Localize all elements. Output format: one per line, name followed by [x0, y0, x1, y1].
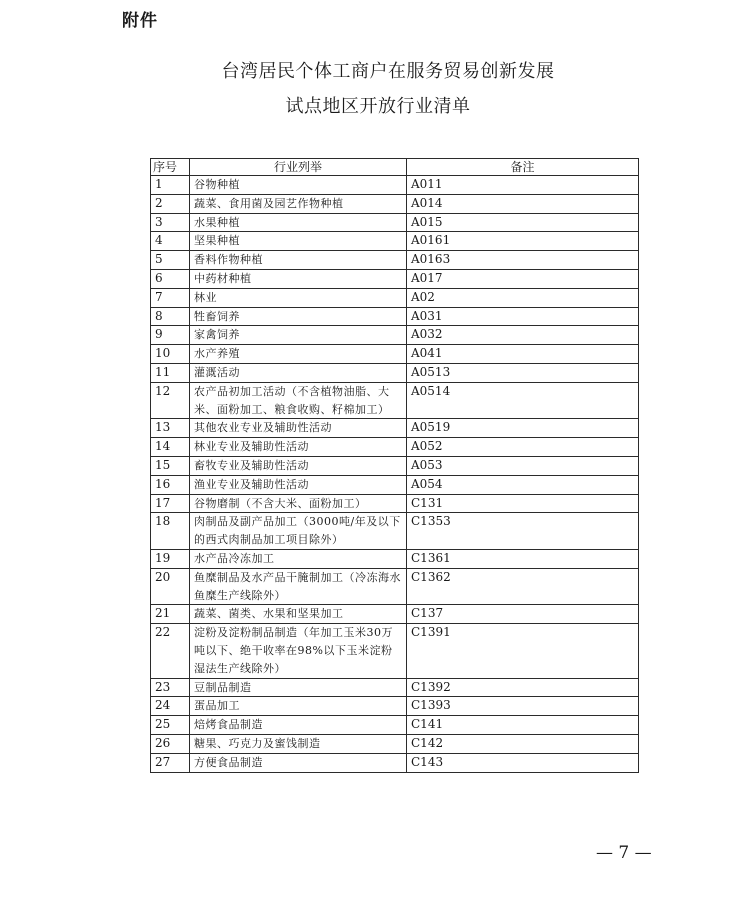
page-number: — 7 — [596, 843, 652, 863]
row-note: A0161 [407, 232, 639, 251]
row-industry: 中药材种植 [190, 269, 407, 288]
attachment-label: 附件 [122, 11, 158, 31]
row-industry: 灌溉活动 [190, 363, 407, 382]
row-seq-no: 8 [151, 307, 190, 326]
row-industry: 林业 [190, 288, 407, 307]
row-seq-no: 26 [151, 734, 190, 753]
row-industry: 糖果、巧克力及蜜饯制造 [190, 734, 407, 753]
table-row [151, 494, 639, 513]
row-note: A0163 [407, 251, 639, 270]
row-industry: 蔬菜、菌类、水果和坚果加工 [190, 605, 407, 624]
row-seq-no: 27 [151, 753, 190, 772]
row-seq-no: 14 [151, 438, 190, 457]
row-note: C131 [407, 494, 639, 513]
table-row [151, 475, 639, 494]
row-industry: 焙烤食品制造 [190, 716, 407, 735]
row-seq-no: 21 [151, 605, 190, 624]
row-seq-no: 15 [151, 456, 190, 475]
row-industry: 淀粉及淀粉制品制造（年加工玉米30万吨以下、绝干收率在98%以下玉米淀粉湿法生产线除外） [190, 624, 407, 678]
row-industry: 谷物磨制（不含大米、面粉加工） [190, 494, 407, 513]
row-note: C1353 [407, 513, 639, 550]
row-note: C1361 [407, 549, 639, 568]
row-note: A052 [407, 438, 639, 457]
row-note: C1392 [407, 678, 639, 697]
table-row [151, 624, 639, 678]
row-seq-no: 2 [151, 194, 190, 213]
row-note: A032 [407, 326, 639, 345]
table-row [151, 251, 639, 270]
header-seq-no: 序号 [151, 159, 190, 176]
row-note: A015 [407, 213, 639, 232]
row-industry: 水产品冷冻加工 [190, 549, 407, 568]
table-row [151, 456, 639, 475]
row-seq-no: 1 [151, 176, 190, 195]
row-note: C137 [407, 605, 639, 624]
table-row [151, 363, 639, 382]
table-row [151, 213, 639, 232]
row-note: A053 [407, 456, 639, 475]
table-row [151, 382, 639, 419]
row-industry: 鱼糜制品及水产品干腌制加工（冷冻海水鱼糜生产线除外） [190, 568, 407, 605]
table-row [151, 753, 639, 772]
table-row [151, 326, 639, 345]
industry-list-table [150, 158, 639, 773]
row-note: A041 [407, 345, 639, 364]
row-note: A054 [407, 475, 639, 494]
row-note: A02 [407, 288, 639, 307]
row-seq-no: 9 [151, 326, 190, 345]
row-note: A011 [407, 176, 639, 195]
row-note: C141 [407, 716, 639, 735]
row-seq-no: 12 [151, 382, 190, 419]
row-note: A017 [407, 269, 639, 288]
row-seq-no: 16 [151, 475, 190, 494]
row-industry: 牲畜饲养 [190, 307, 407, 326]
header-note: 备注 [407, 159, 639, 176]
row-seq-no: 13 [151, 419, 190, 438]
row-industry: 肉制品及副产品加工（3000吨/年及以下的西式肉制品加工项目除外） [190, 513, 407, 550]
row-industry: 谷物种植 [190, 176, 407, 195]
row-industry: 水果种植 [190, 213, 407, 232]
row-seq-no: 19 [151, 549, 190, 568]
row-note: A0514 [407, 382, 639, 419]
row-note: A031 [407, 307, 639, 326]
row-seq-no: 24 [151, 697, 190, 716]
row-industry: 畜牧专业及辅助性活动 [190, 456, 407, 475]
row-note: A0519 [407, 419, 639, 438]
row-seq-no: 3 [151, 213, 190, 232]
table-row [151, 194, 639, 213]
row-note: C143 [407, 753, 639, 772]
table-row [151, 678, 639, 697]
row-industry: 水产养殖 [190, 345, 407, 364]
row-industry: 豆制品制造 [190, 678, 407, 697]
row-note: C1391 [407, 624, 639, 678]
row-industry: 农产品初加工活动（不含植物油脂、大米、面粉加工、粮食收购、籽棉加工） [190, 382, 407, 419]
table-row [151, 513, 639, 550]
table-row [151, 345, 639, 364]
row-seq-no: 10 [151, 345, 190, 364]
row-seq-no: 20 [151, 568, 190, 605]
table-row [151, 438, 639, 457]
row-industry: 方便食品制造 [190, 753, 407, 772]
row-seq-no: 25 [151, 716, 190, 735]
document-title-line2: 试点地区开放行业清单 [285, 96, 471, 117]
table-row [151, 419, 639, 438]
row-seq-no: 7 [151, 288, 190, 307]
table-header-row [151, 159, 639, 176]
table-row [151, 176, 639, 195]
row-seq-no: 6 [151, 269, 190, 288]
table-row [151, 307, 639, 326]
table-row [151, 734, 639, 753]
row-note: C1362 [407, 568, 639, 605]
row-note: A0513 [407, 363, 639, 382]
table-row [151, 549, 639, 568]
row-industry: 蔬菜、食用菌及园艺作物种植 [190, 194, 407, 213]
row-industry: 渔业专业及辅助性活动 [190, 475, 407, 494]
table-row [151, 697, 639, 716]
row-seq-no: 4 [151, 232, 190, 251]
row-industry: 林业专业及辅助性活动 [190, 438, 407, 457]
document-title-line1: 台湾居民个体工商户在服务贸易创新发展 [221, 61, 555, 82]
row-seq-no: 23 [151, 678, 190, 697]
table-row [151, 269, 639, 288]
row-seq-no: 5 [151, 251, 190, 270]
row-seq-no: 11 [151, 363, 190, 382]
header-industry: 行业列举 [190, 159, 407, 176]
row-industry: 其他农业专业及辅助性活动 [190, 419, 407, 438]
row-industry: 坚果种植 [190, 232, 407, 251]
table-row [151, 568, 639, 605]
row-note: A014 [407, 194, 639, 213]
row-seq-no: 17 [151, 494, 190, 513]
row-note: C142 [407, 734, 639, 753]
row-note: C1393 [407, 697, 639, 716]
row-seq-no: 18 [151, 513, 190, 550]
row-industry: 香料作物种植 [190, 251, 407, 270]
table-row [151, 232, 639, 251]
row-industry: 家禽饲养 [190, 326, 407, 345]
table-row [151, 288, 639, 307]
row-seq-no: 22 [151, 624, 190, 678]
table-row [151, 716, 639, 735]
table-row [151, 605, 639, 624]
row-industry: 蛋品加工 [190, 697, 407, 716]
